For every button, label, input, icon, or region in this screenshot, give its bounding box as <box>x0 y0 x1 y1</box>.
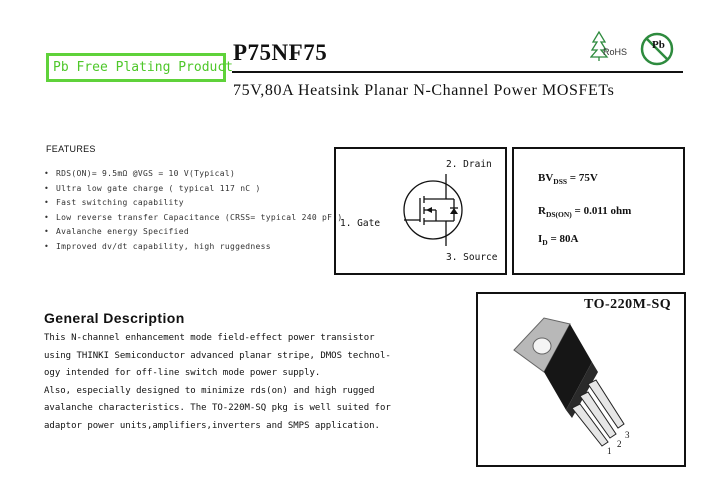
mosfet-symbol-icon <box>396 170 486 250</box>
description-line: ogy intended for off-line switch mode power supply. <box>44 368 321 379</box>
pb-free-icon <box>640 32 674 66</box>
general-description-heading: General Description <box>44 310 185 326</box>
rohs-tree-icon <box>590 30 630 62</box>
spec-rdson <box>538 205 631 219</box>
bullet: • <box>44 227 50 237</box>
bullet: • <box>44 212 50 222</box>
pin-2-label: 2 <box>617 439 622 449</box>
feature-text: Low reverse transfer Capacitance (CRSS= typical 240 pF ) <box>56 212 343 222</box>
features-heading: FEATURES <box>46 144 96 154</box>
spec-id <box>538 233 578 247</box>
pin-3-label: 3 <box>625 430 630 440</box>
feature-text: Avalanche energy Specified <box>56 227 190 237</box>
list-item <box>44 211 343 226</box>
list-item <box>44 196 343 211</box>
description-line: Also, especially designed to minimize rds(on) and high rugged <box>44 385 375 396</box>
list-item <box>44 182 343 197</box>
general-description-body <box>44 330 391 436</box>
pin-1-label: 1 <box>607 446 612 456</box>
spec-bvdss <box>538 172 598 186</box>
part-number-title: P75NF75 <box>233 40 328 65</box>
gate-label: 1. Gate <box>340 218 381 229</box>
feature-text: Ultra low gate charge ( typical 117 nC ) <box>56 183 261 193</box>
spec-id-sub: D <box>542 238 548 248</box>
source-label: 3. Source <box>446 252 498 263</box>
package-name: TO-220M-SQ <box>584 297 672 312</box>
spec-bv-sub: DSS <box>553 177 568 187</box>
bullet: • <box>44 198 50 208</box>
pb-free-plating-badge: Pb Free Plating Product <box>46 53 226 82</box>
rohs-label: RoHS <box>603 47 628 57</box>
pb-logo-text: Pb <box>652 39 665 51</box>
bullet: • <box>44 241 50 251</box>
feature-text: Fast switching capability <box>56 198 184 208</box>
spec-rds-value: = 0.011 ohm <box>571 205 632 217</box>
description-line: using THINKI Semiconductor advanced planar stripe, DMOS technol- <box>44 350 391 361</box>
product-subtitle: 75V,80A Heatsink Planar N-Channel Power MOSFETs <box>233 82 615 99</box>
list-item <box>44 240 343 255</box>
bullet: • <box>44 169 50 178</box>
feature-text: Improved dv/dt capability, high ruggedness <box>56 241 271 251</box>
bullet: • <box>44 183 50 193</box>
spec-rds-main: R <box>538 205 546 217</box>
features-list <box>44 167 343 255</box>
description-line: avalanche characteristics. The TO-220M-SQ pkg is well suited for <box>44 403 391 414</box>
list-item <box>44 167 343 182</box>
drain-label: 2. Drain <box>446 159 492 170</box>
feature-text: RDS(ON)= 9.5mΩ @VGS = 10 V(Typical) <box>56 169 236 178</box>
list-item <box>44 225 343 240</box>
description-line: This N-channel enhancement mode field-effect power transistor <box>44 333 375 343</box>
title-divider <box>232 71 683 73</box>
spec-bv-main: BV <box>538 172 554 184</box>
spec-id-main: I <box>538 233 543 245</box>
spec-rds-sub: DS(ON) <box>545 210 572 220</box>
spec-bv-value: = 75V <box>567 172 598 184</box>
spec-id-value: = 80A <box>547 233 579 245</box>
to220-package-icon <box>500 310 650 465</box>
description-line: adaptor power units,amplifiers,inverters and SMPS application. <box>44 420 380 431</box>
